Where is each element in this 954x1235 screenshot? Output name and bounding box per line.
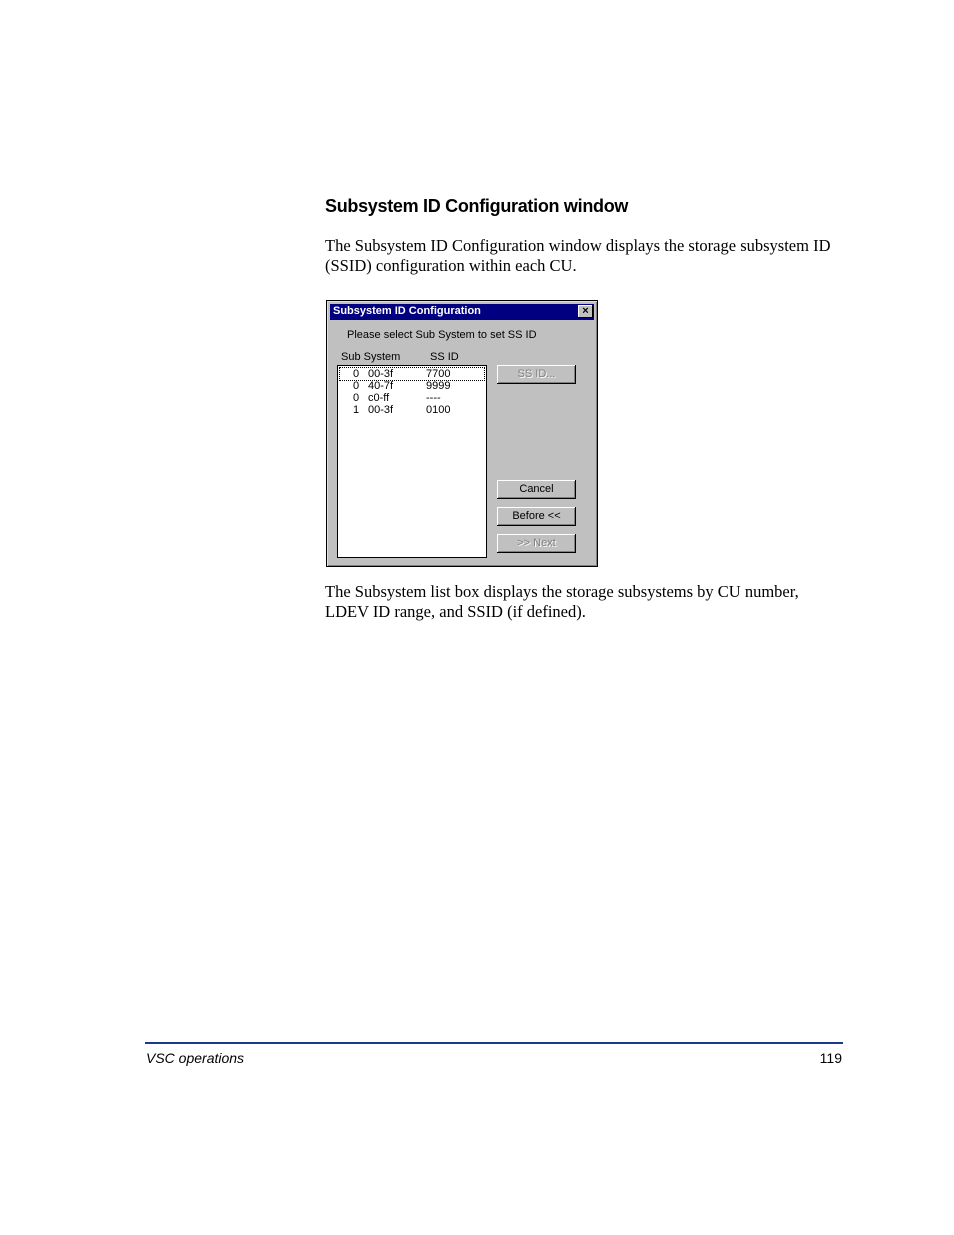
dialog-prompt: Please select Sub System to set SS ID <box>347 329 537 341</box>
dialog-titlebar <box>330 304 594 320</box>
next-button[interactable]: >> Next <box>497 534 576 553</box>
section-heading: Subsystem ID Configuration window <box>325 196 629 216</box>
dialog-title: Subsystem ID Configuration <box>333 305 481 317</box>
cancel-button[interactable]: Cancel <box>497 480 576 499</box>
close-icon[interactable]: × <box>578 305 593 318</box>
column-header-subsystem: Sub System <box>341 351 401 363</box>
list-item[interactable] <box>340 380 484 392</box>
ss-id-button[interactable]: SS ID... <box>497 365 576 384</box>
footer-divider <box>145 1042 843 1044</box>
ldev-range: 00-3f <box>368 368 394 380</box>
subsystem-id-dialog <box>326 300 598 567</box>
list-item[interactable] <box>340 368 484 380</box>
before-button[interactable]: Before << <box>497 507 576 526</box>
subsystem-listbox[interactable] <box>337 365 487 558</box>
column-header-ssid: SS ID <box>430 351 459 363</box>
cu-number: 1 <box>353 404 360 416</box>
cu-number: 0 <box>353 392 360 404</box>
footer-section-title: VSC operations <box>146 1050 245 1066</box>
list-item[interactable] <box>340 404 484 416</box>
cu-number: 0 <box>353 368 360 380</box>
ssid-value: 0100 <box>426 404 451 416</box>
intro-paragraph: The Subsystem ID Configuration window displays the storage subsystem ID (SSID) configuration within each CU. <box>325 236 831 275</box>
ldev-range: 40-7f <box>368 380 394 392</box>
ssid-value: 7700 <box>426 368 451 380</box>
ldev-range: 00-3f <box>368 404 394 416</box>
ssid-value: 9999 <box>426 380 451 392</box>
description-paragraph: The Subsystem list box displays the storage subsystems by CU number, LDEV ID range, and SSID (if defined). <box>325 582 799 621</box>
ldev-range: c0-ff <box>368 392 390 404</box>
ssid-value: ---- <box>426 392 441 404</box>
list-item[interactable] <box>340 392 484 404</box>
cu-number: 0 <box>353 380 360 392</box>
page-number: 119 <box>819 1050 842 1066</box>
